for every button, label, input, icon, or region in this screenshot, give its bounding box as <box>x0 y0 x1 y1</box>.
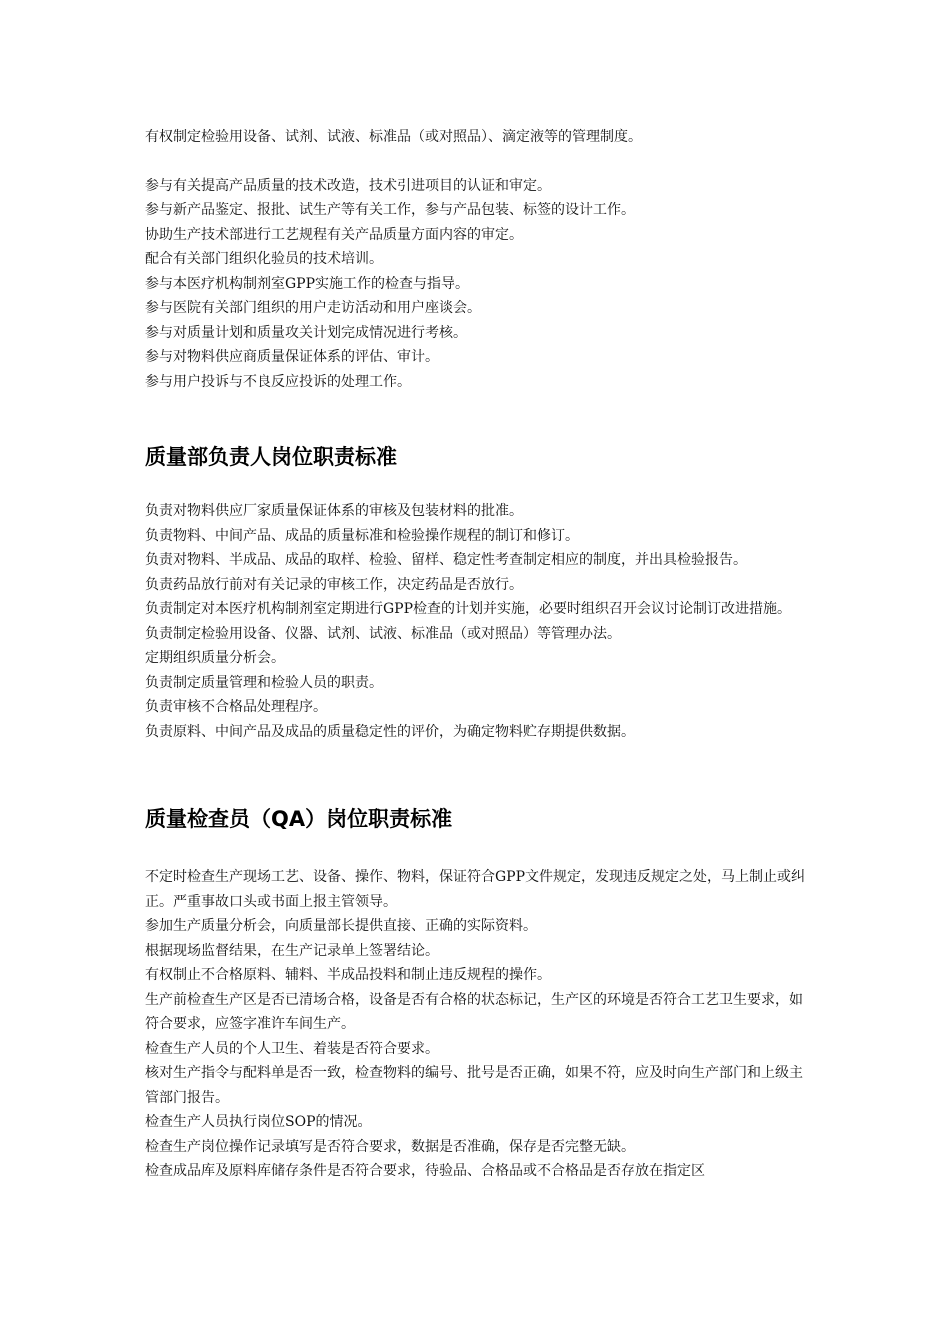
list-item: 负责药品放行前对有关记录的审核工作，决定药品是否放行。 <box>145 576 523 593</box>
list-item: 核对生产指令与配料单是否一致，检查物料的编号、批号是否正确，如果不符，应及时向生产部门和上级主管部门报告。 <box>145 1065 803 1106</box>
list-item: 参与对质量计划和质量攻关计划完成情况进行考核。 <box>145 324 467 341</box>
list-item: 负责制定检验用设备、仪器、试剂、试液、标准品（或对照品）等管理办法。 <box>145 625 621 642</box>
section-heading-qa-inspector: 质量检查员（QA）岗位职责标准 <box>145 807 453 831</box>
list-item: 根据现场监督结果，在生产记录单上签署结论。 <box>145 942 439 959</box>
quality-head-duties <box>145 499 815 744</box>
list-item: 配合有关部门组织化验员的技术培训。 <box>145 251 383 267</box>
list-item: 负责审核不合格品处理程序。 <box>145 699 327 715</box>
paragraph: 有权制定检验用设备、试剂、试液、标准品（或对照品）、滴定液等的管理制度。 <box>145 129 642 145</box>
list-item: 检查生产人员的个人卫生、着装是否符合要求。 <box>145 1040 439 1057</box>
list-item: 负责物料、中间产品、成品的质量标准和检验操作规程的制订和修订。 <box>145 527 579 544</box>
document-body <box>145 125 815 1184</box>
list-item: 参与用户投诉与不良反应投诉的处理工作。 <box>145 373 411 390</box>
list-item: 参与有关提高产品质量的技术改造，技术引进项目的认证和审定。 <box>145 177 551 194</box>
list-item: 有权制止不合格原料、辅料、半成品投料和制止违反规程的操作。 <box>145 967 551 983</box>
list-item: 负责原料、中间产品及成品的质量稳定性的评价，为确定物料贮存期提供数据。 <box>145 723 635 740</box>
list-item: 负责对物料供应厂家质量保证体系的审核及包装材料的批准。 <box>145 503 523 519</box>
list-item: 负责制定对本医疗机构制剂室定期进行GPP检查的计划并实施，必要时组织召开会议讨论制订改进措施。 <box>145 601 792 617</box>
list-item: 检查生产岗位操作记录填写是否符合要求，数据是否准确，保存是否完整无缺。 <box>145 1138 635 1155</box>
list-item: 定期组织质量分析会。 <box>145 650 285 666</box>
section-heading-quality-head: 质量部负责人岗位职责标准 <box>145 445 397 469</box>
list-item: 参与对物料供应商质量保证体系的评估、审计。 <box>145 349 439 365</box>
list-item: 负责制定质量管理和检验人员的职责。 <box>145 674 383 691</box>
list-item: 协助生产技术部进行工艺规程有关产品质量方面内容的审定。 <box>145 226 523 243</box>
qa-inspector-duties <box>145 865 815 1184</box>
list-item: 不定时检查生产现场工艺、设备、操作、物料，保证符合GPP文件规定，发现违反规定之处，马上制止或纠正。严重事故口头或书面上报主管领导。 <box>145 869 806 910</box>
list-item: 负责对物料、半成品、成品的取样、检验、留样、稳定性考查制定相应的制度，并出具检验报告。 <box>145 552 747 568</box>
list-item: 参与本医疗机构制剂室GPP实施工作的检查与指导。 <box>145 275 470 292</box>
list-item: 参与新产品鉴定、报批、试生产等有关工作，参与产品包装、标签的设计工作。 <box>145 202 635 218</box>
list-item: 参与医院有关部门组织的用户走访活动和用户座谈会。 <box>145 300 481 316</box>
list-item: 检查成品库及原料库储存条件是否符合要求，待验品、合格品或不合格品是否存放在指定区 <box>145 1163 705 1179</box>
responsibility-list <box>145 174 815 395</box>
list-item: 生产前检查生产区是否已清场合格，设备是否有合格的状态标记，生产区的环境是否符合工艺卫生要求，如符合要求，应签字准许车间生产。 <box>145 991 803 1032</box>
list-item: 参加生产质量分析会，向质量部长提供直接、正确的实际资料。 <box>145 918 537 934</box>
list-item: 检查生产人员执行岗位SOP的情况。 <box>145 1114 372 1130</box>
